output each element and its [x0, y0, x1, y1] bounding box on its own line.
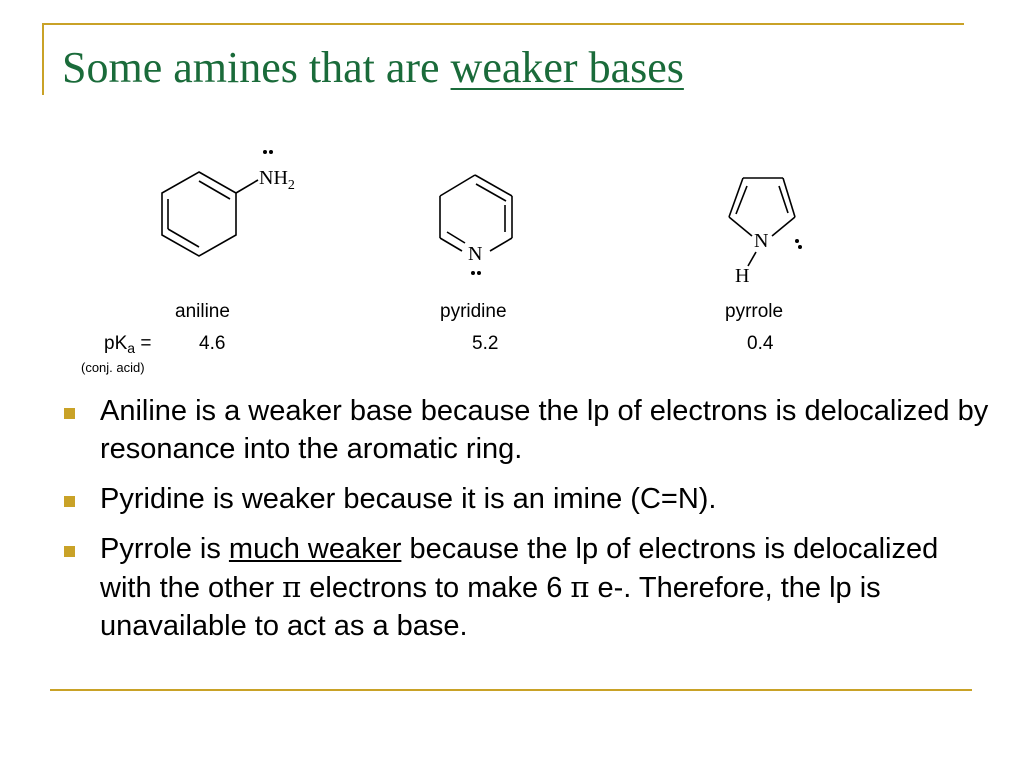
pyridine-name: pyridine — [440, 301, 507, 322]
pi-symbol: π — [570, 570, 590, 604]
aniline-nh-label: $NH_2$ — [259, 167, 295, 193]
title-prefix: Some amines that are — [62, 43, 451, 92]
emphasis-much-weaker: much weaker — [228, 533, 402, 565]
aniline-structure — [162, 150, 273, 256]
frame-bottom-rule — [50, 689, 972, 691]
molecule-structures — [0, 0, 1024, 300]
pyrrole-pka: 0.4 — [747, 333, 774, 354]
pka-note: (conj. acid) — [81, 360, 145, 375]
bullet-pyridine: Pyridine is weaker because it is an imine (C=N). — [60, 480, 990, 518]
bullet-list — [60, 392, 990, 657]
aniline-name: aniline — [175, 301, 230, 322]
benzene-ring — [162, 172, 236, 256]
pyrrole-h-label: H — [735, 265, 750, 287]
pi-symbol: π — [282, 570, 302, 604]
pyrrole-n-label: N — [754, 230, 769, 252]
title-emphasis: weaker bases — [450, 43, 684, 92]
pyrrole-name: pyrrole — [725, 301, 784, 322]
n-h-bond — [748, 252, 756, 266]
pyrrole-structure — [729, 178, 802, 266]
bullet-pyrrole: Pyrrole is much weaker because the lp of electrons is delocalized with the other π electrons to make 6 π e-. Therefore, the lp is unavailable to act as a base. — [60, 530, 990, 645]
aniline-pka: 4.6 — [199, 333, 226, 354]
pyridine-n-label: N — [468, 243, 483, 265]
pka-label: $pK_a$ = — [104, 333, 152, 356]
c-n-bond — [236, 180, 258, 193]
pyridine-pka: 5.2 — [472, 333, 499, 354]
bullet-aniline: Aniline is a weaker base because the lp of electrons is delocalized by resonance into the aromatic ring. — [60, 392, 990, 468]
